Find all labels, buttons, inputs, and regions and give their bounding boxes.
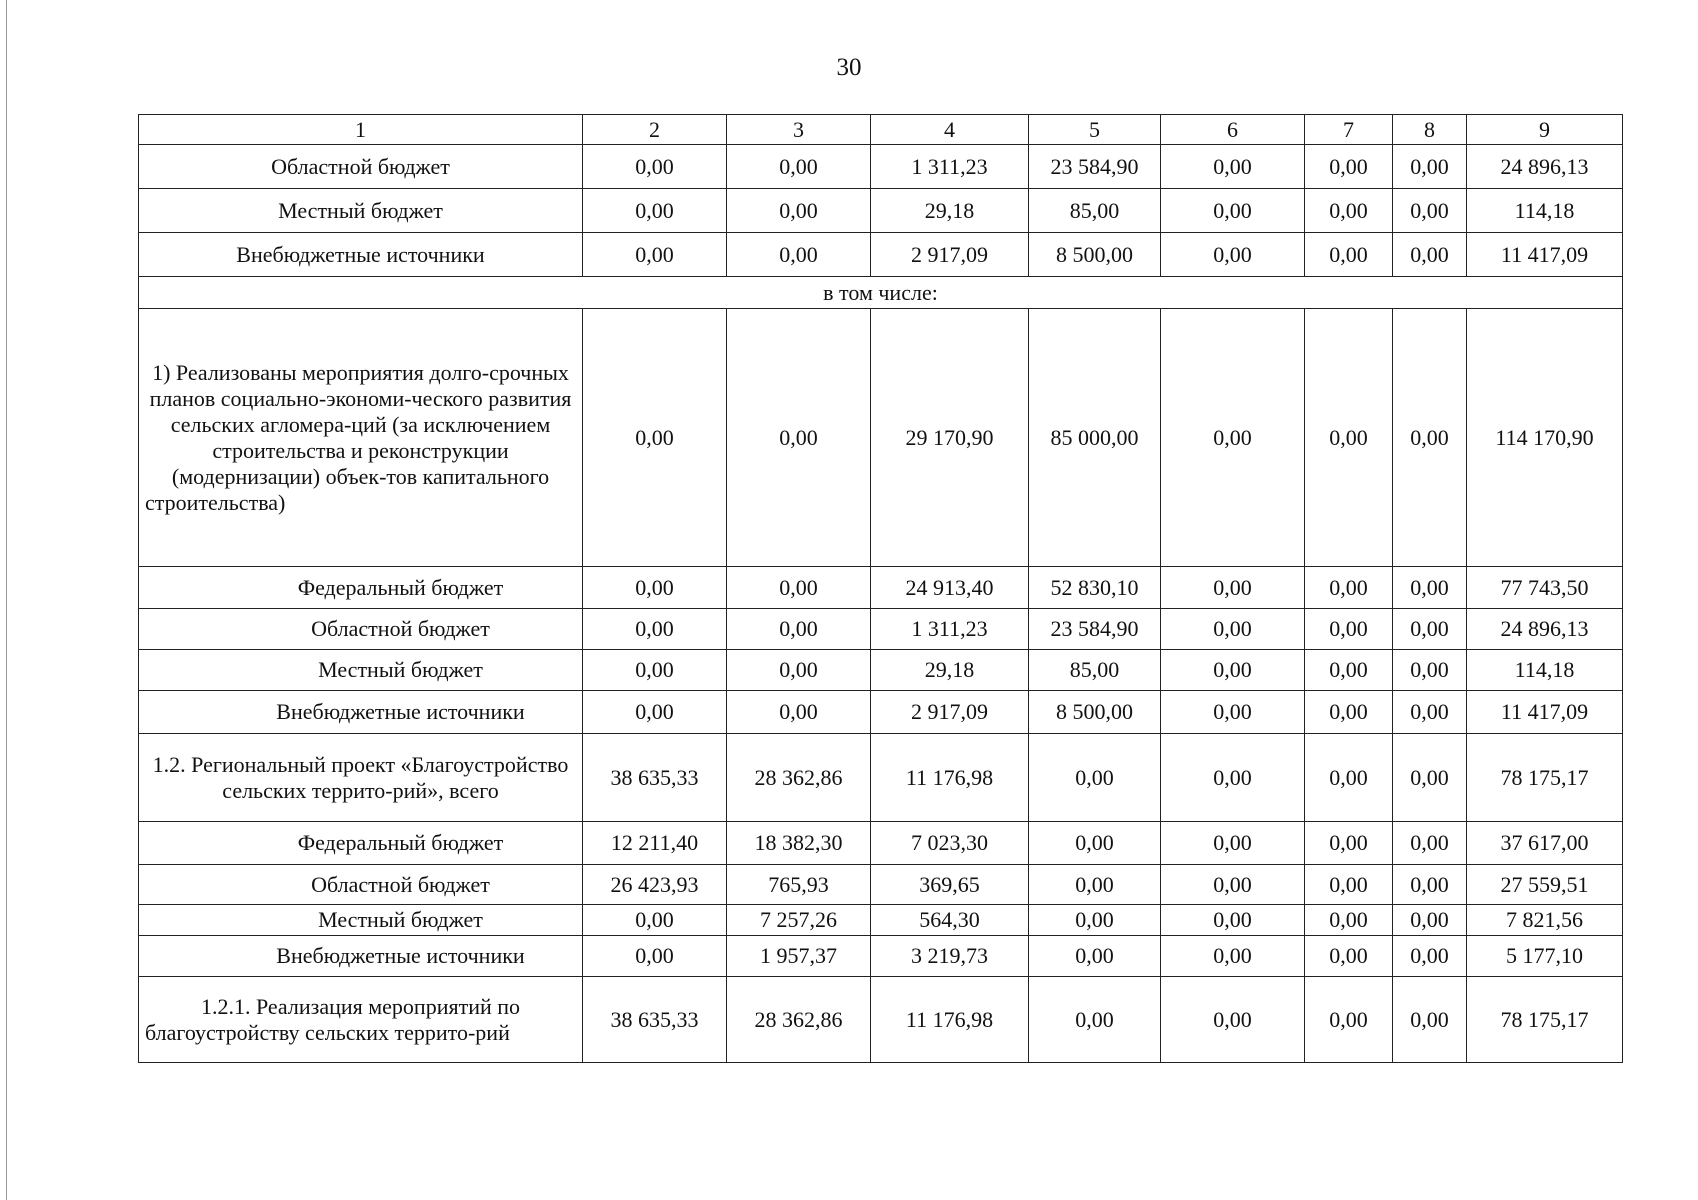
cell-value: 85 000,00 <box>1029 309 1161 567</box>
cell-value: 0,00 <box>583 691 727 734</box>
table-row <box>139 822 1623 865</box>
cell-value: 78 175,17 <box>1467 734 1623 822</box>
cell-value: 11 417,09 <box>1467 233 1623 277</box>
column-number: 9 <box>1467 115 1623 145</box>
cell-value: 0,00 <box>1161 609 1305 650</box>
column-number: 6 <box>1161 115 1305 145</box>
row-label: Федеральный бюджет <box>139 567 583 609</box>
table-row <box>139 309 1623 567</box>
cell-value: 18 382,30 <box>727 822 871 865</box>
cell-value: 0,00 <box>583 609 727 650</box>
cell-value: 0,00 <box>1393 822 1467 865</box>
cell-value: 0,00 <box>1305 734 1393 822</box>
column-number: 4 <box>871 115 1029 145</box>
row-label: 1) Реализованы мероприятия долго-срочных планов социально-экономи-ческого развития сельских агломера-ций (за исключением строительства и реконструкции (модернизации) объек-тов капитального строительства) <box>139 309 583 567</box>
cell-value: 0,00 <box>1305 822 1393 865</box>
cell-value: 0,00 <box>1393 905 1467 936</box>
cell-value: 564,30 <box>871 905 1029 936</box>
cell-value: 0,00 <box>1393 609 1467 650</box>
table-row <box>139 567 1623 609</box>
cell-value: 0,00 <box>1305 567 1393 609</box>
cell-value: 0,00 <box>727 189 871 233</box>
cell-value: 0,00 <box>727 691 871 734</box>
row-label: Областной бюджет <box>139 865 583 905</box>
row-label: Областной бюджет <box>139 145 583 189</box>
cell-value: 8 500,00 <box>1029 233 1161 277</box>
cell-value: 0,00 <box>1161 822 1305 865</box>
table-header-row <box>139 115 1623 145</box>
column-number: 1 <box>139 115 583 145</box>
cell-value: 0,00 <box>1393 309 1467 567</box>
cell-value: 0,00 <box>1305 609 1393 650</box>
cell-value: 0,00 <box>1161 865 1305 905</box>
cell-value: 0,00 <box>1161 936 1305 977</box>
page-edge-line <box>6 0 7 1200</box>
cell-value: 78 175,17 <box>1467 977 1623 1063</box>
table-row <box>139 233 1623 277</box>
table-row <box>139 734 1623 822</box>
cell-value: 0,00 <box>1305 691 1393 734</box>
cell-value: 37 617,00 <box>1467 822 1623 865</box>
cell-value: 24 896,13 <box>1467 609 1623 650</box>
cell-value: 0,00 <box>1393 691 1467 734</box>
cell-value: 0,00 <box>1305 145 1393 189</box>
cell-value: 114 170,90 <box>1467 309 1623 567</box>
cell-value: 28 362,86 <box>727 734 871 822</box>
cell-value: 0,00 <box>1305 233 1393 277</box>
budget-table <box>138 114 1623 1063</box>
table-row <box>139 977 1623 1063</box>
cell-value: 0,00 <box>1029 977 1161 1063</box>
cell-value: 8 500,00 <box>1029 691 1161 734</box>
table-row <box>139 691 1623 734</box>
cell-value: 0,00 <box>727 567 871 609</box>
cell-value: 0,00 <box>1029 936 1161 977</box>
row-label: Федеральный бюджет <box>139 822 583 865</box>
column-number: 8 <box>1393 115 1467 145</box>
cell-value: 24 913,40 <box>871 567 1029 609</box>
row-label: Внебюджетные источники <box>139 936 583 977</box>
cell-value: 0,00 <box>1161 734 1305 822</box>
cell-value: 0,00 <box>1393 865 1467 905</box>
cell-value: 29,18 <box>871 189 1029 233</box>
cell-value: 0,00 <box>583 905 727 936</box>
cell-value: 0,00 <box>1029 865 1161 905</box>
column-number: 3 <box>727 115 871 145</box>
cell-value: 0,00 <box>1305 309 1393 567</box>
table-row <box>139 189 1623 233</box>
cell-value: 3 219,73 <box>871 936 1029 977</box>
table-row <box>139 145 1623 189</box>
cell-value: 0,00 <box>1393 650 1467 691</box>
cell-value: 0,00 <box>1161 691 1305 734</box>
cell-value: 0,00 <box>1305 905 1393 936</box>
cell-value: 0,00 <box>583 936 727 977</box>
column-number: 5 <box>1029 115 1161 145</box>
cell-value: 0,00 <box>727 233 871 277</box>
cell-value: 0,00 <box>1029 734 1161 822</box>
cell-value: 0,00 <box>1161 145 1305 189</box>
cell-value: 38 635,33 <box>583 977 727 1063</box>
cell-value: 0,00 <box>583 650 727 691</box>
row-label: 1.2. Региональный проект «Благоустройство сельских террито-рий», всего <box>139 734 583 822</box>
row-label: 1.2.1. Реализация мероприятий по благоустройству сельских террито-рий <box>139 977 583 1063</box>
cell-value: 0,00 <box>1305 865 1393 905</box>
row-label: Местный бюджет <box>139 650 583 691</box>
cell-value: 0,00 <box>1161 309 1305 567</box>
cell-value: 0,00 <box>727 145 871 189</box>
table-row <box>139 609 1623 650</box>
cell-value: 23 584,90 <box>1029 609 1161 650</box>
cell-value: 7 023,30 <box>871 822 1029 865</box>
cell-value: 0,00 <box>1393 734 1467 822</box>
cell-value: 0,00 <box>1393 189 1467 233</box>
row-label: Внебюджетные источники <box>139 233 583 277</box>
cell-value: 24 896,13 <box>1467 145 1623 189</box>
cell-value: 1 311,23 <box>871 609 1029 650</box>
cell-value: 0,00 <box>583 309 727 567</box>
cell-value: 0,00 <box>1393 567 1467 609</box>
cell-value: 0,00 <box>1305 189 1393 233</box>
cell-value: 27 559,51 <box>1467 865 1623 905</box>
cell-value: 52 830,10 <box>1029 567 1161 609</box>
cell-value: 1 957,37 <box>727 936 871 977</box>
column-number: 7 <box>1305 115 1393 145</box>
cell-value: 114,18 <box>1467 189 1623 233</box>
cell-value: 7 821,56 <box>1467 905 1623 936</box>
table-subheader-row <box>139 277 1623 309</box>
cell-value: 0,00 <box>1393 145 1467 189</box>
cell-value: 0,00 <box>583 145 727 189</box>
cell-value: 11 417,09 <box>1467 691 1623 734</box>
cell-value: 29 170,90 <box>871 309 1029 567</box>
cell-value: 0,00 <box>1161 189 1305 233</box>
cell-value: 0,00 <box>1161 650 1305 691</box>
cell-value: 0,00 <box>727 609 871 650</box>
row-label: Местный бюджет <box>139 905 583 936</box>
including-label: в том числе: <box>139 277 1623 309</box>
cell-value: 765,93 <box>727 865 871 905</box>
cell-value: 11 176,98 <box>871 734 1029 822</box>
cell-value: 0,00 <box>1161 905 1305 936</box>
page-number: 30 <box>836 54 862 81</box>
column-number: 2 <box>583 115 727 145</box>
cell-value: 38 635,33 <box>583 734 727 822</box>
cell-value: 29,18 <box>871 650 1029 691</box>
cell-value: 0,00 <box>1305 936 1393 977</box>
cell-value: 11 176,98 <box>871 977 1029 1063</box>
table-row <box>139 905 1623 936</box>
cell-value: 0,00 <box>583 189 727 233</box>
cell-value: 0,00 <box>583 233 727 277</box>
cell-value: 12 211,40 <box>583 822 727 865</box>
row-label: Местный бюджет <box>139 189 583 233</box>
row-label: Областной бюджет <box>139 609 583 650</box>
cell-value: 0,00 <box>1305 650 1393 691</box>
cell-value: 0,00 <box>583 567 727 609</box>
cell-value: 26 423,93 <box>583 865 727 905</box>
cell-value: 5 177,10 <box>1467 936 1623 977</box>
table-row <box>139 650 1623 691</box>
cell-value: 28 362,86 <box>727 977 871 1063</box>
cell-value: 0,00 <box>1393 977 1467 1063</box>
cell-value: 0,00 <box>1393 233 1467 277</box>
cell-value: 0,00 <box>727 309 871 567</box>
cell-value: 0,00 <box>1161 233 1305 277</box>
table-row <box>139 865 1623 905</box>
cell-value: 7 257,26 <box>727 905 871 936</box>
cell-value: 0,00 <box>1161 977 1305 1063</box>
cell-value: 1 311,23 <box>871 145 1029 189</box>
cell-value: 85,00 <box>1029 189 1161 233</box>
table-row <box>139 936 1623 977</box>
cell-value: 369,65 <box>871 865 1029 905</box>
cell-value: 85,00 <box>1029 650 1161 691</box>
cell-value: 0,00 <box>1305 977 1393 1063</box>
cell-value: 0,00 <box>727 650 871 691</box>
cell-value: 2 917,09 <box>871 691 1029 734</box>
cell-value: 23 584,90 <box>1029 145 1161 189</box>
cell-value: 0,00 <box>1029 905 1161 936</box>
row-label: Внебюджетные источники <box>139 691 583 734</box>
cell-value: 0,00 <box>1393 936 1467 977</box>
cell-value: 114,18 <box>1467 650 1623 691</box>
cell-value: 77 743,50 <box>1467 567 1623 609</box>
cell-value: 2 917,09 <box>871 233 1029 277</box>
cell-value: 0,00 <box>1029 822 1161 865</box>
cell-value: 0,00 <box>1161 567 1305 609</box>
